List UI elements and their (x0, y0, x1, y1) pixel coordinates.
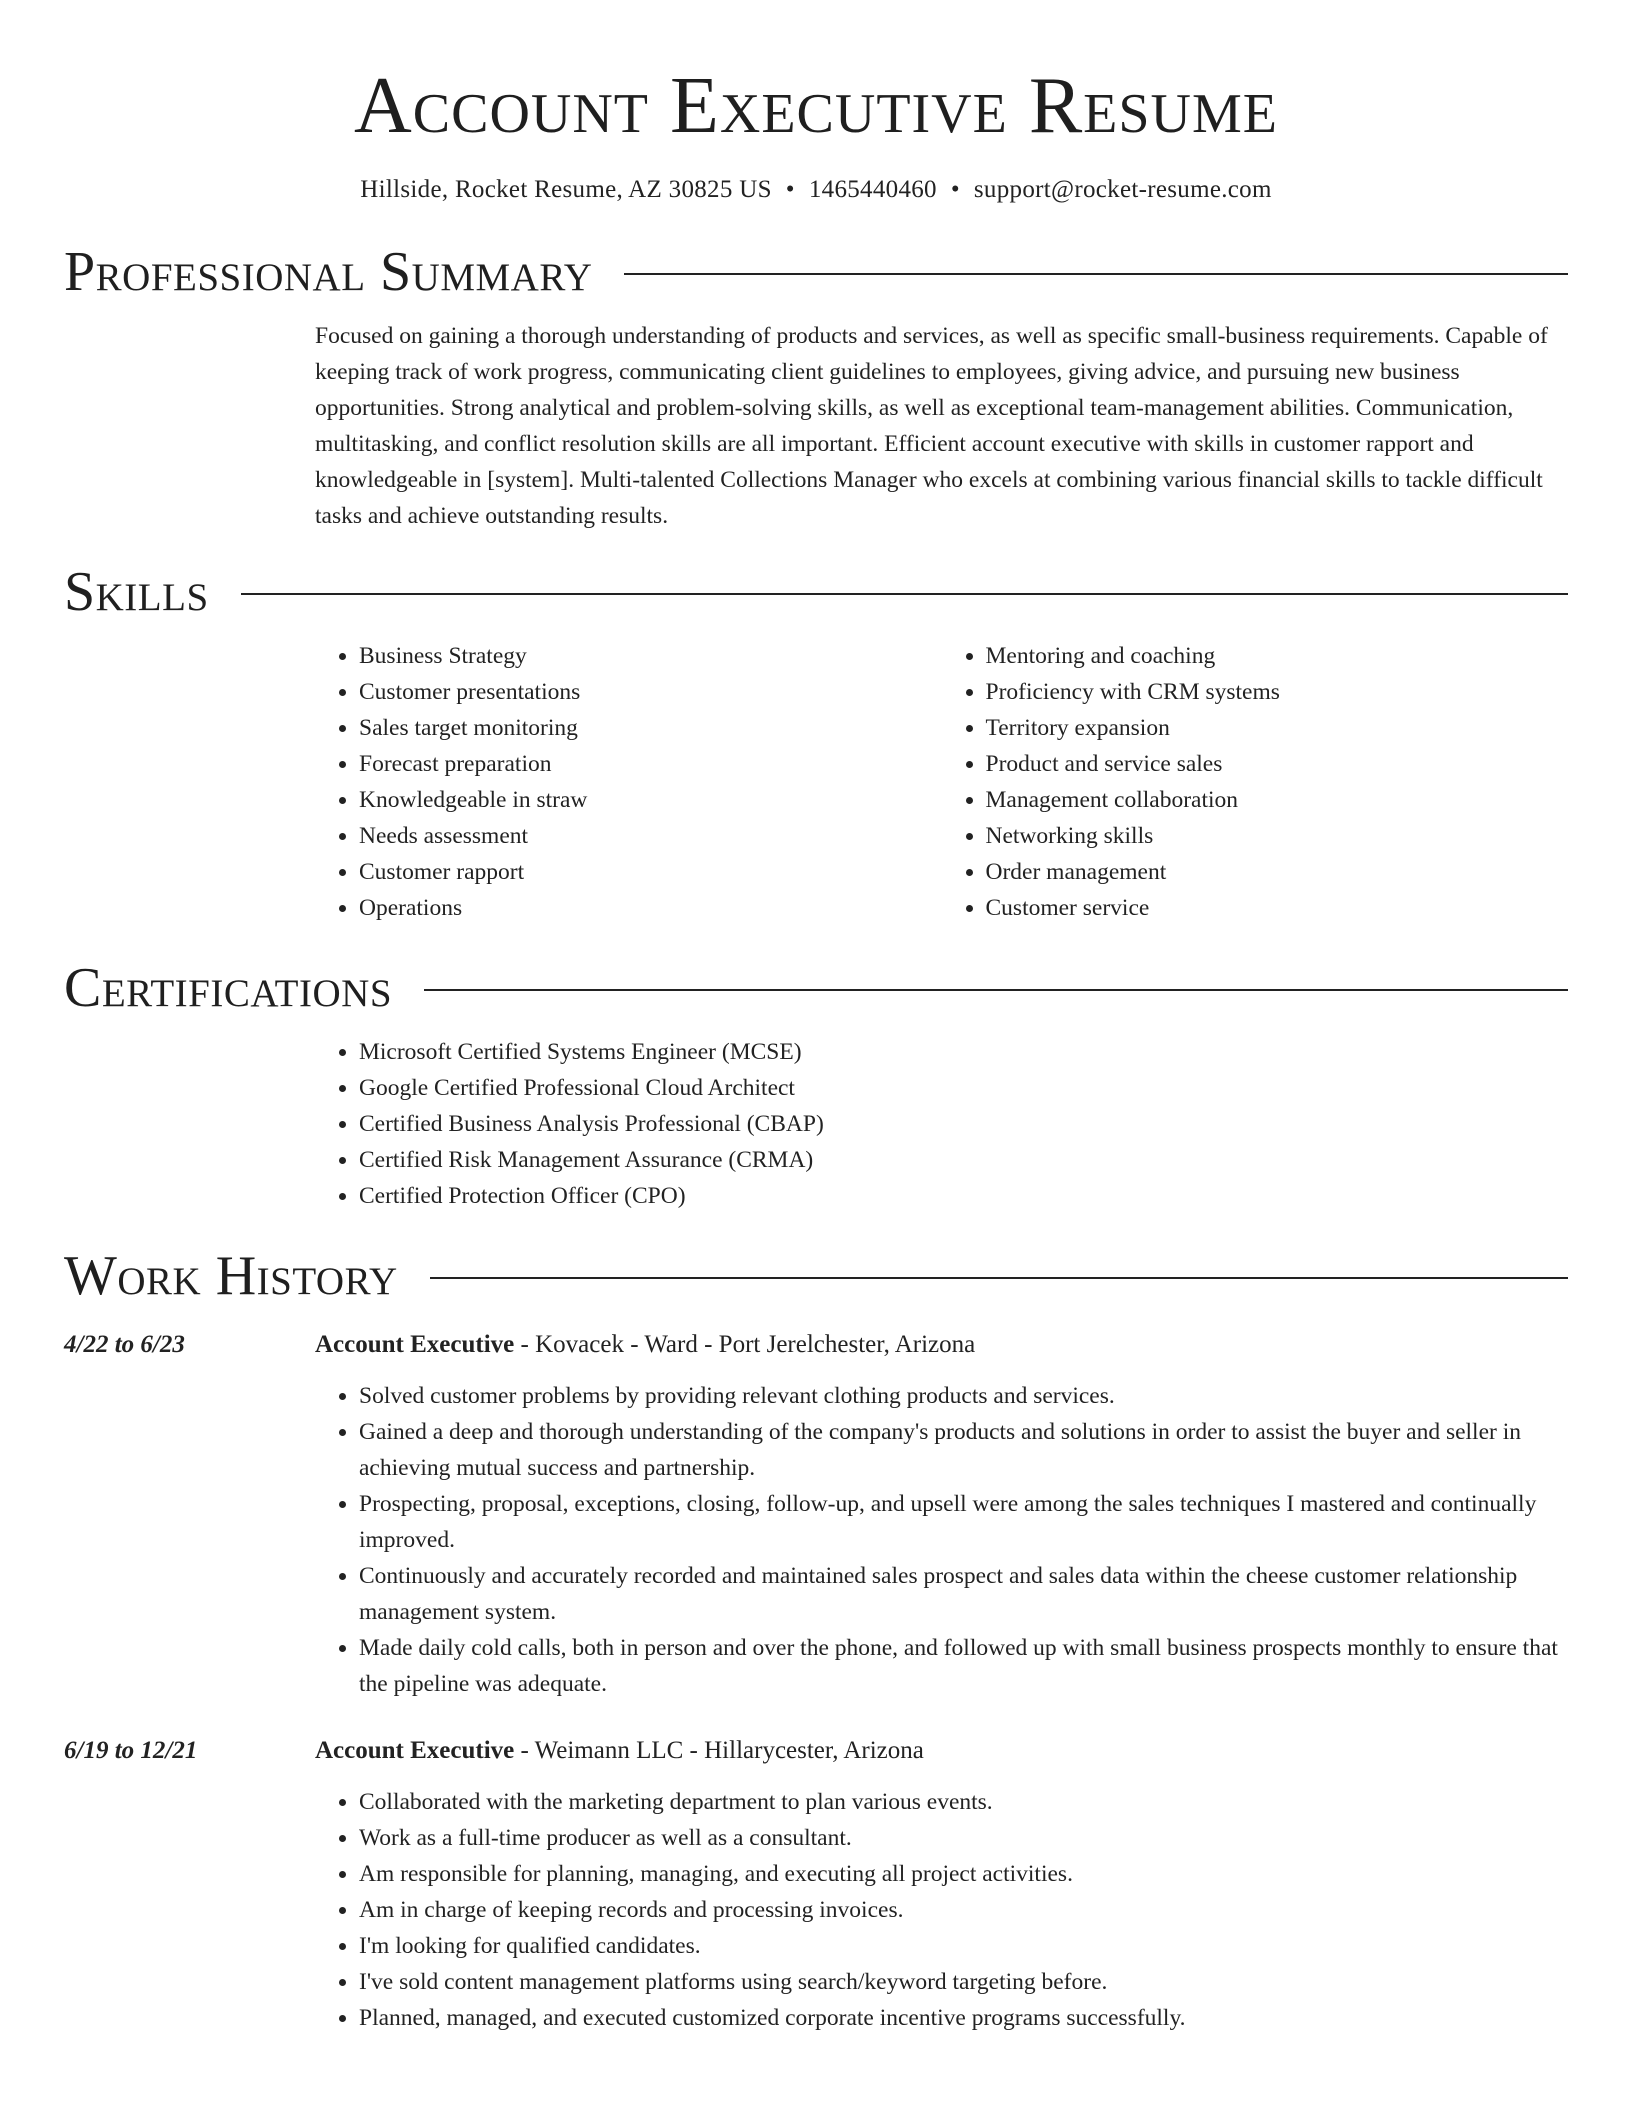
skills-section (315, 638, 1568, 926)
skill-item: • Customer presentations (359, 674, 942, 710)
certification-item: • Certified Business Analysis Professional (CBAP) (359, 1106, 1568, 1142)
job-bullets (315, 1784, 1568, 2036)
contact-address: Hillside, Rocket Resume, AZ 30825 US (360, 176, 772, 203)
job-bullet: • Am responsible for planning, managing, and executing all project activities. (359, 1856, 1568, 1892)
skills-section-header (64, 560, 1568, 624)
job-bullet: • Prospecting, proposal, exceptions, closing, follow-up, and upsell were among the sales techniques I mastered and continually improved. (359, 1486, 1568, 1558)
job-role: Account Executive (315, 1331, 515, 1358)
work-section-header (64, 1244, 1568, 1308)
job-bullet: • Collaborated with the marketing department to plan various events. (359, 1784, 1568, 1820)
job-details (315, 1734, 1568, 2036)
skill-item: • Networking skills (986, 818, 1569, 854)
resume-page (64, 0, 1568, 2036)
certifications-section-header (64, 956, 1568, 1020)
work-heading: Work History (64, 1245, 398, 1307)
job-bullet: • Solved customer problems by providing relevant clothing products and services. (359, 1378, 1568, 1414)
certifications-section (315, 1034, 1568, 1214)
summary-section (315, 318, 1568, 534)
job-title-line (315, 1734, 1568, 1768)
job-dates: 6/19 to 12/21 (64, 1737, 198, 1764)
resume-title: Account Executive Resume (354, 62, 1278, 150)
job-company-location: - Weimann LLC - Hillarycester, Arizona (514, 1737, 924, 1764)
job-bullets (315, 1378, 1568, 1702)
contact-separator: • (950, 176, 960, 203)
job-details (315, 1328, 1568, 1702)
contact-separator: • (785, 176, 795, 203)
skill-item: • Customer service (986, 890, 1569, 926)
summary-section-header (64, 240, 1568, 304)
job-company-location: - Kovacek - Ward - Port Jerelchester, Arizona (514, 1331, 976, 1358)
job-bullet: • Am in charge of keeping records and processing invoices. (359, 1892, 1568, 1928)
certification-item: • Google Certified Professional Cloud Architect (359, 1070, 1568, 1106)
skill-item: • Forecast preparation (359, 746, 942, 782)
certification-item: • Microsoft Certified Systems Engineer (MCSE) (359, 1034, 1568, 1070)
job-bullet: • Planned, managed, and executed customized corporate incentive programs successfully. (359, 2000, 1568, 2036)
skill-item: • Business Strategy (359, 638, 942, 674)
skill-item: • Territory expansion (986, 710, 1569, 746)
section-divider (424, 989, 1568, 991)
section-divider (241, 593, 1568, 595)
skill-item: • Customer rapport (359, 854, 942, 890)
skill-item: • Product and service sales (986, 746, 1569, 782)
skill-item: • Operations (359, 890, 942, 926)
job-bullet: • Continuously and accurately recorded and maintained sales prospect and sales data within the cheese customer relationship management system. (359, 1558, 1568, 1630)
skill-item: • Sales target monitoring (359, 710, 942, 746)
skill-item: • Knowledgeable in straw (359, 782, 942, 818)
skills-list-right (942, 638, 1569, 926)
job-role: Account Executive (315, 1737, 515, 1764)
job-bullet: • Gained a deep and thorough understanding of the company's products and solutions in order to assist the buyer and seller in achieving mutual success and partnership. (359, 1414, 1568, 1486)
skill-item: • Needs assessment (359, 818, 942, 854)
contact-email: support@rocket-resume.com (973, 176, 1272, 203)
skills-columns (315, 638, 1568, 926)
summary-text: Focused on gaining a thorough understanding of products and services, as well as specific small-business requirements. Capable of keeping track of work progress, communicating client guidelines to employees, giving advice, and pursuing new business opportunities. Strong analytical and problem-solving skills, as well as exceptional team-management abilities. Communication, multitasking, and conflict resolution skills are all important. Efficient account executive with skills in customer rapport and knowledgeable in [system]. Multi-talented Collections Manager who excels at combining various financial skills to tackle difficult tasks and achieve outstanding results. (315, 323, 1548, 529)
certification-item: • Certified Risk Management Assurance (CRMA) (359, 1142, 1568, 1178)
job-bullet: • I'm looking for qualified candidates. (359, 1928, 1568, 1964)
summary-heading: Professional Summary (64, 241, 593, 303)
job-bullet: • I've sold content management platforms using search/keyword targeting before. (359, 1964, 1568, 2000)
skills-list-left (315, 638, 942, 926)
skills-heading: Skills (64, 561, 209, 623)
skill-item: • Management collaboration (986, 782, 1569, 818)
contact-phone: 1465440460 (808, 176, 937, 203)
job-dates: 4/22 to 6/23 (64, 1331, 185, 1358)
job-title-line (315, 1328, 1568, 1362)
contact-line (64, 174, 1568, 206)
skill-item: • Order management (986, 854, 1569, 890)
section-divider (430, 1277, 1568, 1279)
section-divider (624, 273, 1568, 275)
certifications-list (315, 1034, 1568, 1214)
certifications-heading: Certifications (64, 957, 393, 1019)
skill-item: • Mentoring and coaching (986, 638, 1569, 674)
job-entry (64, 1328, 1568, 1702)
job-entry (64, 1734, 1568, 2036)
job-bullet: • Made daily cold calls, both in person and over the phone, and followed up with small business prospects monthly to ensure that the pipeline was adequate. (359, 1630, 1568, 1702)
skill-item: • Proficiency with CRM systems (986, 674, 1569, 710)
certification-item: • Certified Protection Officer (CPO) (359, 1178, 1568, 1214)
job-bullet: • Work as a full-time producer as well as a consultant. (359, 1820, 1568, 1856)
